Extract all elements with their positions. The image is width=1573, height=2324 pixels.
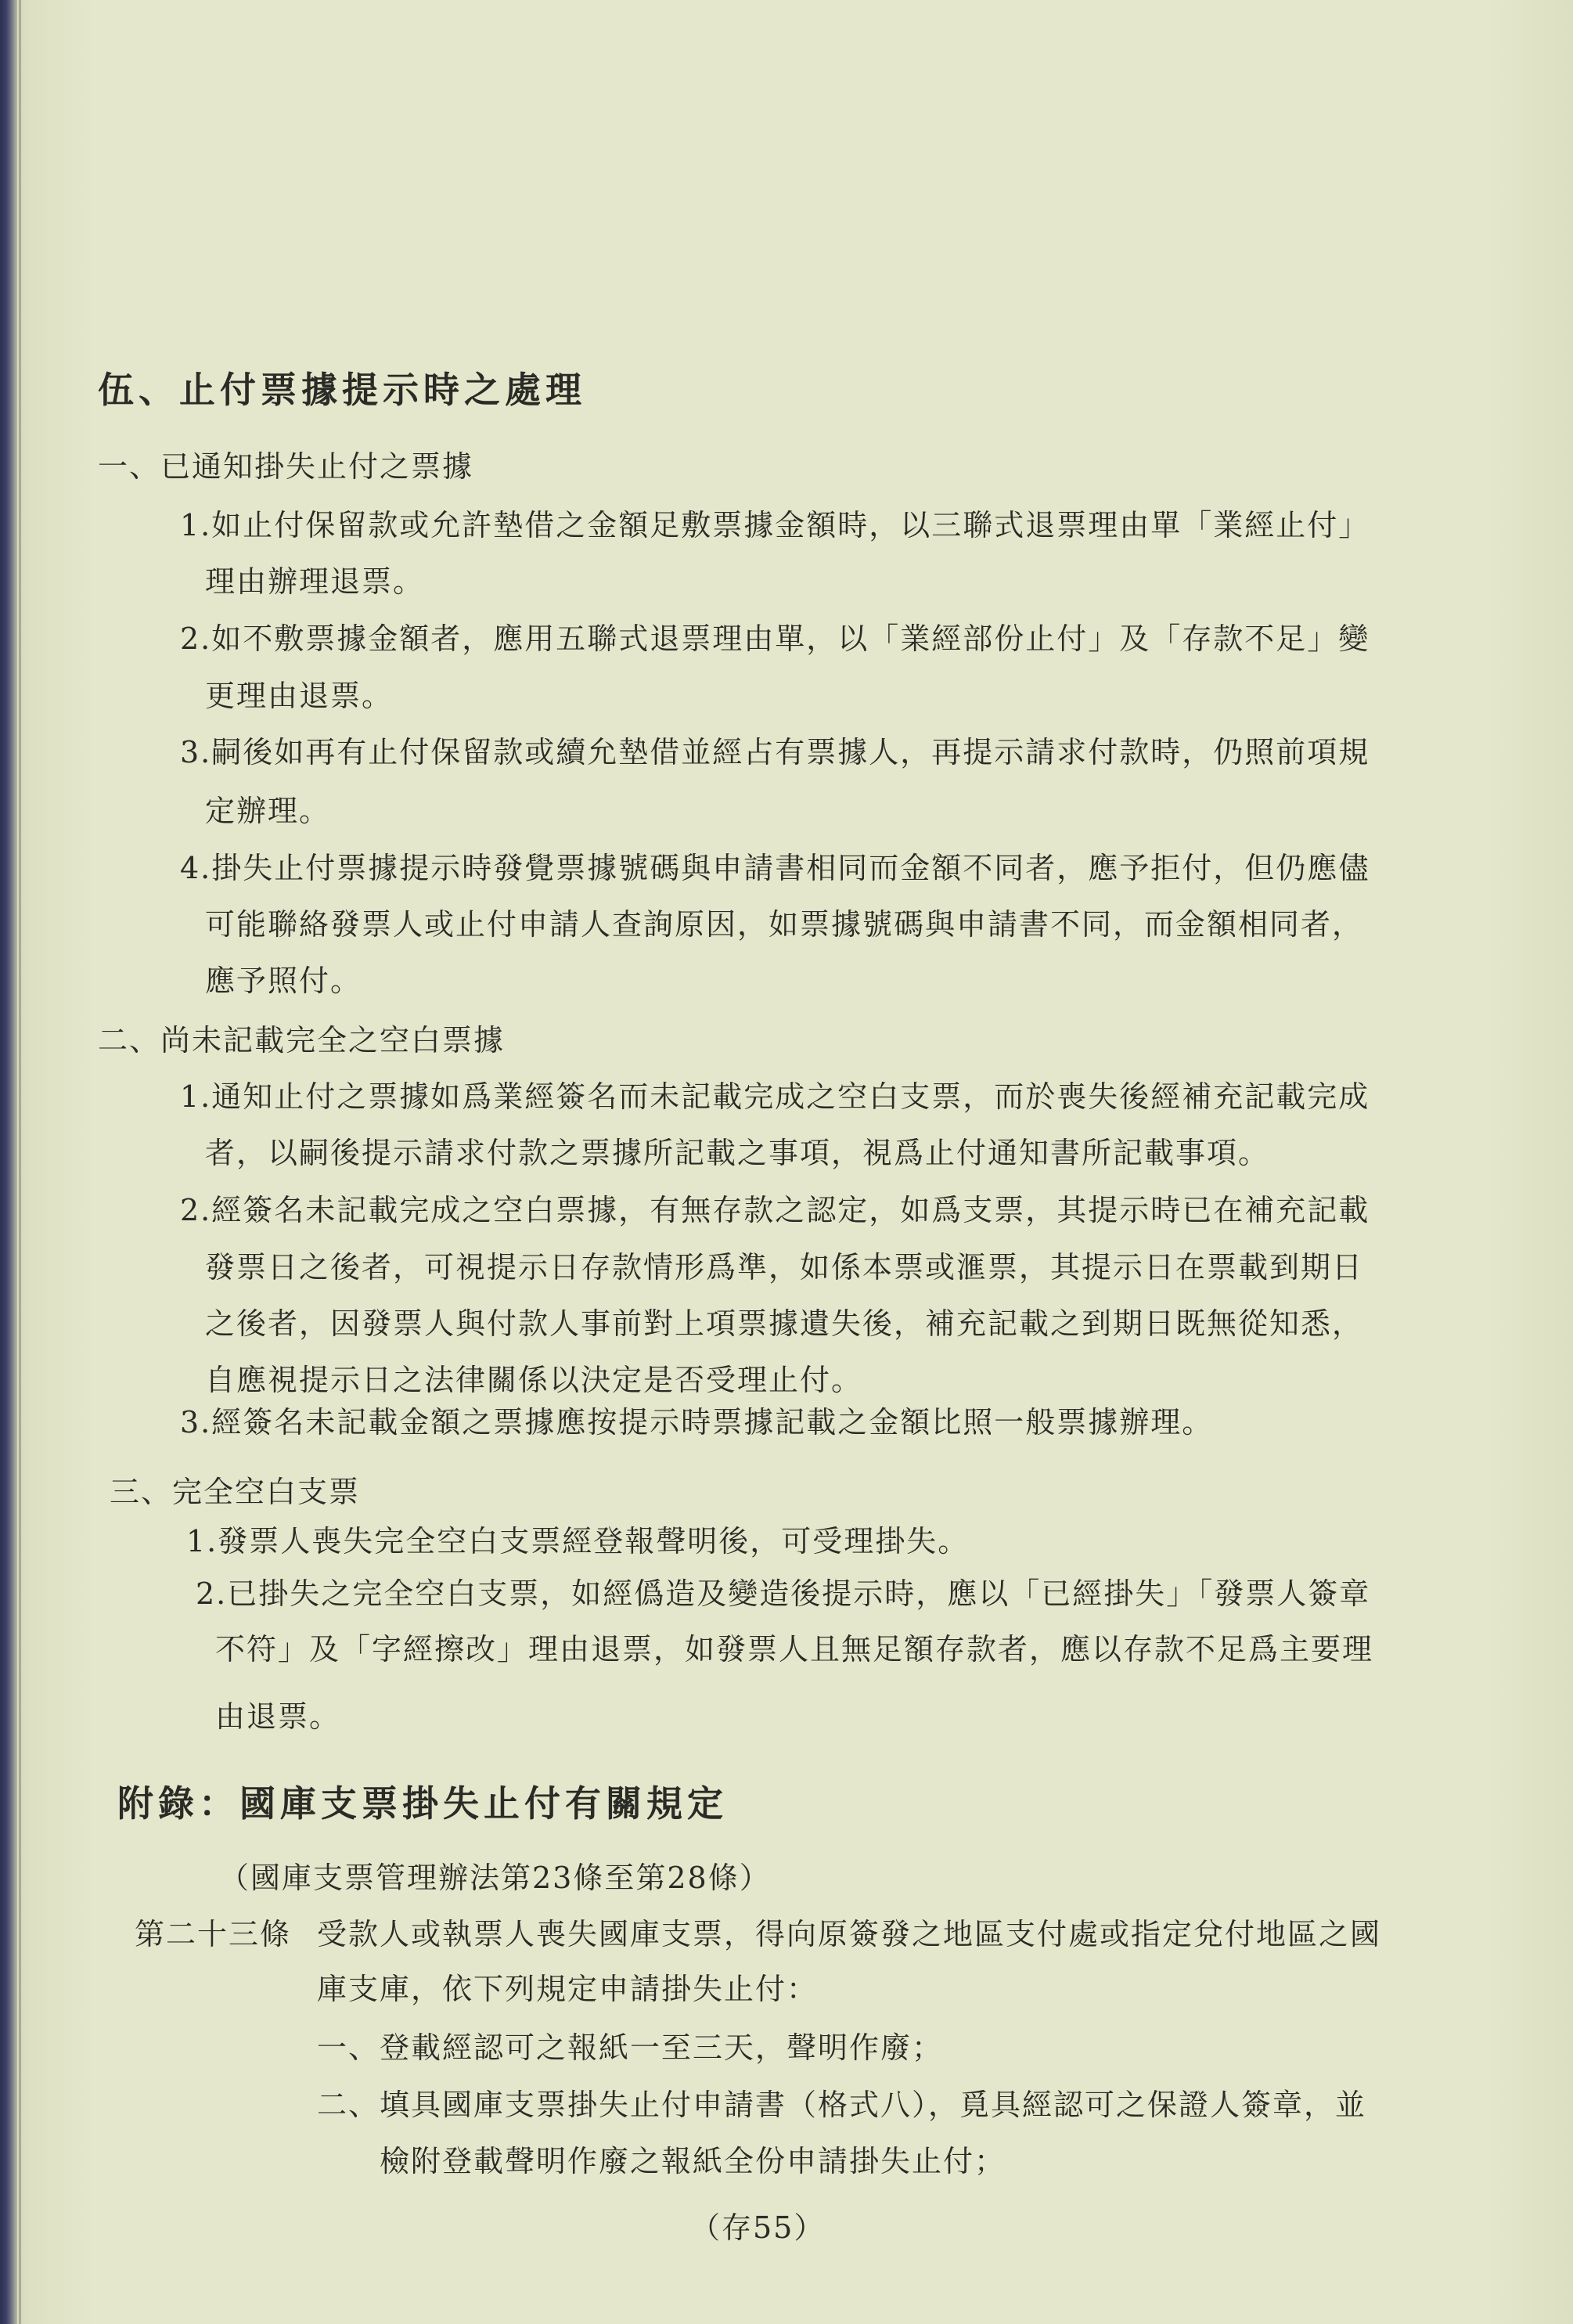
section-2-line: 之後者，因發票人與付款人事前對上項票據遺失後，補充記載之到期日既無從知悉，	[205, 1306, 1364, 1341]
section-1-line: 應予照付。	[205, 964, 362, 998]
binding-edge	[19, 0, 21, 2324]
page-number: （存55）	[690, 2211, 826, 2245]
section-3-title: 三、完全空白支票	[110, 1475, 361, 1509]
section-1-line: 理由辦理退票。	[205, 564, 425, 599]
section-2-title: 二、尚未記載完全之空白票據	[98, 1023, 506, 1058]
article-line: 受款人或執票人喪失國庫支票，得向原簽發之地區支付處或指定兌付地區之國	[317, 1917, 1382, 1951]
section-3-line: 由退票。	[215, 1699, 341, 1734]
section-1-line: 1.如止付保留款或允許墊借之金額足敷票據金額時，以三聯式退票理由單「業經止付」	[180, 508, 1370, 542]
section-3-line: 1.發票人喪失完全空白支票經登報聲明後，可受理掛失。	[186, 1524, 970, 1558]
section-1-title: 一、已通知掛失止付之票據	[98, 449, 474, 484]
article-line: 檢附登載聲明作廢之報紙全份申請掛失止付；	[380, 2144, 1006, 2178]
section-1-line: 4.掛失止付票據提示時發覺票據號碼與申請書相同而金額不同者，應予拒付，但仍應儘	[180, 851, 1370, 885]
article-line: 庫支庫，依下列規定申請掛失止付：	[317, 1972, 819, 2006]
section-2-line: 發票日之後者，可視提示日存款情形爲準，如係本票或滙票，其提示日在票載到期日	[205, 1250, 1364, 1285]
appendix-title: 附錄：國庫支票掛失止付有關規定	[117, 1782, 728, 1825]
article-line: 一、登載經認可之報紙一至三天，聲明作廢；	[317, 2030, 944, 2065]
section-2-line: 3.經簽名未記載金額之票據應按提示時票據記載之金額比照一般票據辦理。	[180, 1405, 1214, 1439]
heading: 伍、止付票據提示時之處理	[98, 369, 586, 411]
section-1-line: 定辦理。	[205, 794, 331, 828]
book-binding	[0, 0, 17, 2324]
section-1-line: 3.嗣後如再有止付保留款或續允墊借並經占有票據人，再提示請求付款時，仍照前項規	[180, 735, 1370, 769]
article-line: 二、填具國庫支票掛失止付申請書（格式八），覓具經認可之保證人簽章，並	[317, 2088, 1367, 2122]
section-3-line: 不符」及「字經擦改」理由退票，如發票人且無足額存款者，應以存款不足爲主要理	[215, 1632, 1374, 1666]
appendix-subtitle: （國庫支票管理辦法第23條至第28條）	[219, 1861, 771, 1895]
section-2-line: 者，以嗣後提示請求付款之票據所記載之事項，視爲止付通知書所記載事項。	[205, 1136, 1270, 1170]
section-1-line: 更理由退票。	[205, 679, 394, 713]
section-1-line: 2.如不敷票據金額者，應用五聯式退票理由單，以「業經部份止付」及「存款不足」變	[180, 622, 1370, 656]
section-3-line: 2.已掛失之完全空白支票，如經僞造及變造後提示時，應以「已經掛失」「發票人簽章	[196, 1576, 1371, 1611]
section-2-line: 自應視提示日之法律關係以決定是否受理止付。	[205, 1363, 863, 1397]
article-label: 第二十三條	[135, 1917, 292, 1951]
section-1-line: 可能聯絡發票人或止付申請人查詢原因，如票據號碼與申請書不同，而金額相同者，	[205, 907, 1364, 942]
section-2-line: 1.通知止付之票據如爲業經簽名而未記載完成之空白支票，而於喪失後經補充記載完成	[180, 1079, 1370, 1114]
section-2-line: 2.經簽名未記載完成之空白票據，有無存款之認定，如爲支票，其提示時已在補充記載	[180, 1193, 1370, 1227]
